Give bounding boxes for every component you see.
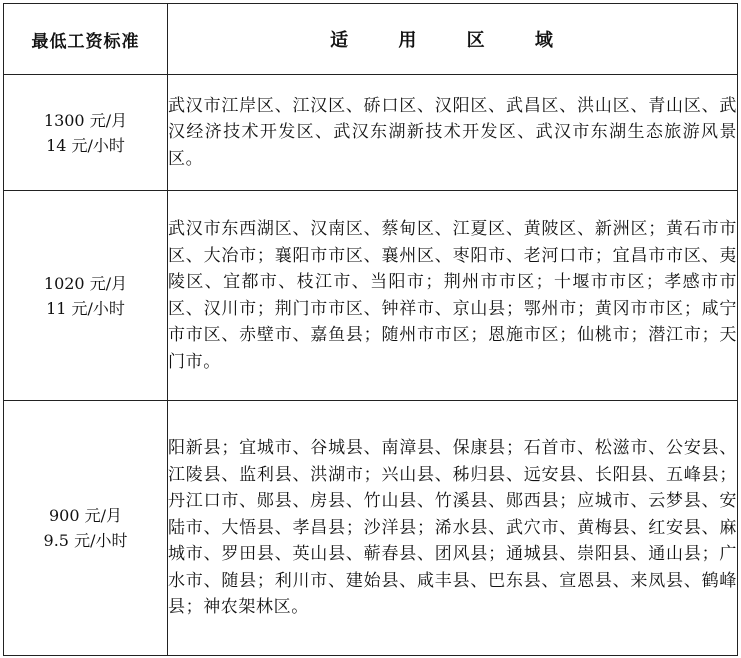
table-row — [4, 401, 738, 656]
region-cell: 阳新县；宜城市、谷城县、南漳县、保康县；石首市、松滋市、公安县、江陵县、监利县、洪湖市；兴山县、秭归县、远安县、长阳县、五峰县；丹江口市、郧县、房县、竹山县、竹溪县、郧西县；应城市、云梦县、安陆市、大悟县、孝昌县；沙洋县；浠水县、武穴市、黄梅县、红安县、麻城市、罗田县、英山县、蕲春县、团风县；通城县、崇阳县、通山县；广水市、随县；利川市、建始县、咸丰县、巴东县、宣恩县、来凤县、鹤峰县；神农架林区。 — [168, 401, 738, 656]
monthly-wage: 1300 元/月 — [43, 110, 128, 130]
region-cell: 武汉市江岸区、江汉区、硚口区、汉阳区、武昌区、洪山区、青山区、武汉经济技术开发区、武汉东湖新技术开发区、武汉市东湖生态旅游风景区。 — [168, 75, 738, 191]
header-wage-standard: 最低工资标准 — [4, 4, 168, 75]
header-applicable-region: 适 用 区 域 — [168, 4, 738, 75]
monthly-wage: 1020 元/月 — [43, 273, 128, 293]
table-header-row — [4, 4, 738, 75]
monthly-wage: 900 元/月 — [48, 506, 123, 525]
table-row — [4, 75, 738, 191]
wage-cell — [4, 75, 168, 191]
region-cell: 武汉市东西湖区、汉南区、蔡甸区、江夏区、黄陂区、新洲区；黄石市市区、大冶市；襄阳市市区、襄州区、枣阳市、老河口市；宜昌市市区、夷陵区、宜都市、枝江市、当阳市；荆州市市区；十堰市市区；孝感市市区、汉川市；荆门市市区、钟祥市、京山县；鄂州市；黄冈市市区；咸宁市市区、赤壁市、嘉鱼县；随州市市区；恩施市区；仙桃市；潜江市；天门市。 — [168, 191, 738, 401]
wage-cell — [4, 191, 168, 401]
hourly-wage: 14 元/小时 — [46, 135, 125, 155]
minimum-wage-table — [3, 3, 738, 656]
hourly-wage: 11 元/小时 — [46, 298, 125, 318]
wage-cell — [4, 401, 168, 656]
hourly-wage: 9.5 元/小时 — [43, 531, 128, 550]
table-row — [4, 191, 738, 401]
